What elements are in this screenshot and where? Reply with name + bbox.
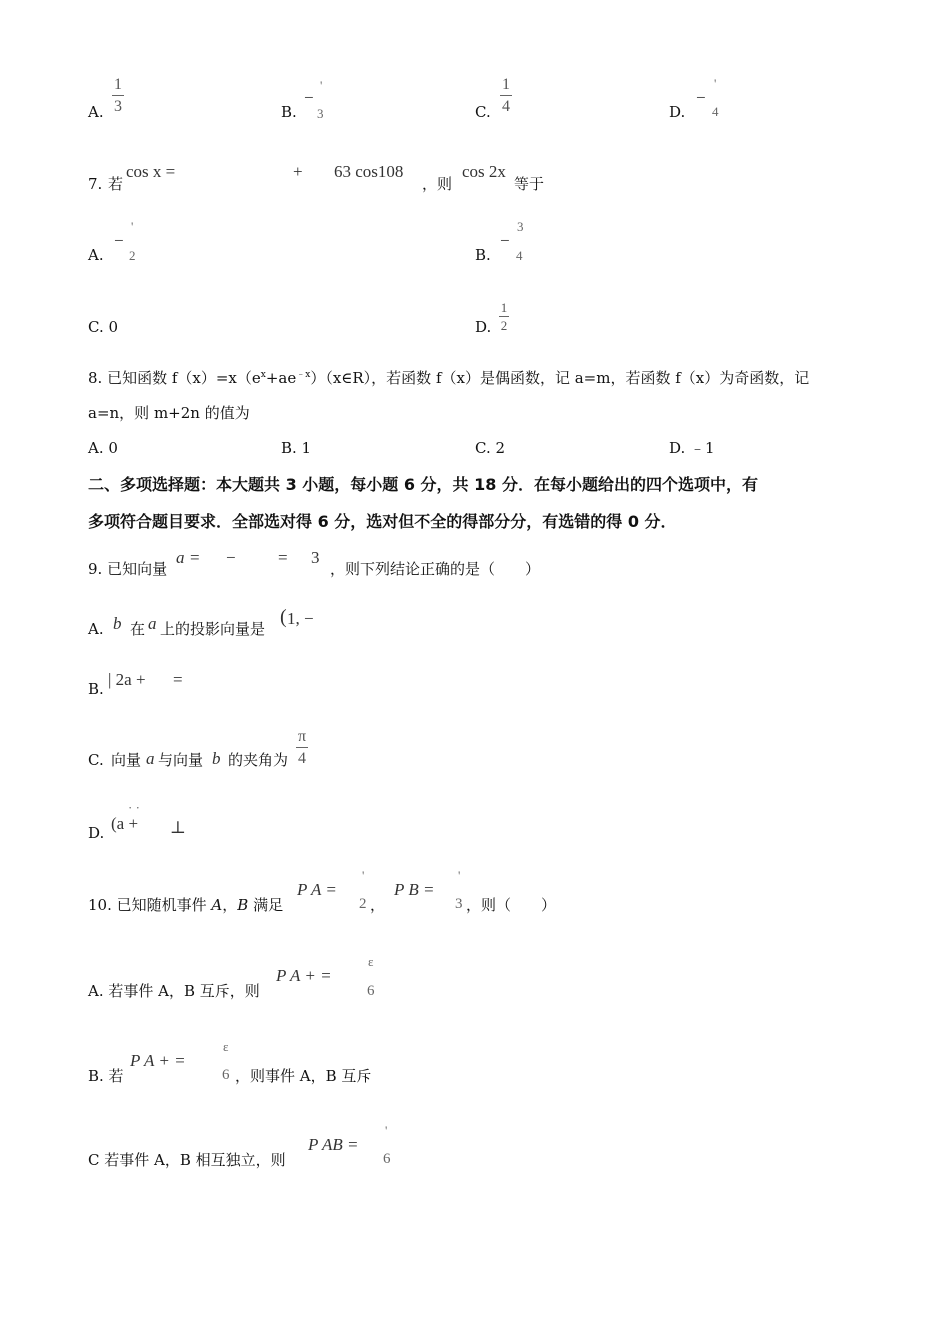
q9-option-d-dots: · · <box>128 800 140 815</box>
q7-option-a-den: 2 <box>129 248 136 263</box>
q7-option-b-sign: − <box>500 231 510 250</box>
q9-option-a-b: b <box>113 614 122 633</box>
q9-option-a-expr: 1, − <box>287 609 314 628</box>
q10-pa-den: 2 <box>359 896 367 912</box>
q7-comma-ze: ，则 <box>422 175 453 193</box>
q9-option-c-text-1: 向量 <box>111 751 142 769</box>
q9-vec-a: a <box>176 548 185 567</box>
q8-option-a: A. 0 <box>88 439 118 457</box>
q6-option-b-sign: − <box>304 88 314 107</box>
q9-option-d-label: D. <box>88 824 105 842</box>
q8-option-c: C. 2 <box>475 439 506 457</box>
q10-pa-num: ' <box>362 868 365 883</box>
q6-option-d-den: 4 <box>712 104 719 119</box>
q9-option-a-paren: ( <box>280 606 287 628</box>
q10-option-c-num: ' <box>385 1123 388 1138</box>
q8-sup-x: x <box>260 370 266 380</box>
q8-sup-negx: ﹣x <box>296 370 311 380</box>
q7-expr-plus: + <box>293 162 303 181</box>
q6-option-d-label: D. <box>669 103 686 121</box>
q7-option-d-label: D. <box>475 318 492 336</box>
q9-option-c-label: C. <box>88 751 104 769</box>
q10-option-b-num: ε <box>223 1039 229 1054</box>
q10-prefix <box>88 896 283 914</box>
q10-man: 满足 <box>248 896 284 914</box>
q9-three: 3 <box>311 548 320 567</box>
q7-end: 等于 <box>514 175 545 193</box>
q10-option-a-expr: P A + = <box>276 966 332 985</box>
q10-prefix-text: 10. 已知随机事件 <box>88 896 212 914</box>
q7-option-a-num: ' <box>131 219 134 234</box>
q7-expr-mid: 63 cos108 <box>334 162 404 181</box>
q9-option-b-eq: = <box>173 670 183 689</box>
q6-option-c-label: C. <box>475 103 491 121</box>
q9-option-c-b: b <box>212 749 221 768</box>
q10-pb-expr: P B = <box>394 880 435 899</box>
q7-expr-left: cos x = <box>126 162 176 181</box>
q6-option-a-label: A. <box>88 103 104 121</box>
q10-option-b-text-1: B. 若 <box>88 1067 124 1085</box>
q9-option-a-text: 上的投影向量是 <box>160 620 266 638</box>
q7-option-a-sign: − <box>114 231 124 250</box>
q9-eq-2: = <box>278 548 288 567</box>
q10-option-c-expr: P AB = <box>308 1135 359 1154</box>
q9-option-d-expr: (a + <box>111 814 139 833</box>
section-2-line-1: 二、多项选择题：本大题共 3 小题，每小题 6 分，共 18 分．在每小题给出的四个选项中，有 <box>88 475 758 494</box>
q6-option-c-fraction: 1 4 <box>502 76 510 115</box>
q6-option-b-label: B. <box>281 103 297 121</box>
q8-line-1-mid: +ae <box>265 369 297 387</box>
q9-option-a-a: a <box>148 614 157 633</box>
q7-number: 7. <box>88 175 103 193</box>
q8-line-2: a=n，则 m+2n 的值为 <box>88 404 250 422</box>
q7-ruo: 若 <box>108 175 124 193</box>
q9-option-c-a: a <box>146 749 155 768</box>
q10-pb-num: ' <box>458 868 461 883</box>
q10-option-b-den: 6 <box>222 1067 230 1083</box>
q9-option-c-fraction: π 4 <box>297 728 307 767</box>
q6-option-a-fraction: 1 3 <box>114 76 122 115</box>
section-2-line-2: 多项符合题目要求．全部选对得 6 分，选对但不全的得部分分，有选错的得 0 分． <box>88 512 677 531</box>
q6-option-b-num: ' <box>320 78 323 93</box>
q9-option-c-text-3: 的夹角为 <box>228 751 289 769</box>
q10-event-b: B <box>237 896 249 914</box>
q10-option-a-num: ε <box>368 954 374 969</box>
q10-option-a-den: 6 <box>367 983 375 999</box>
q6-option-d-sign: − <box>696 88 706 107</box>
q9-option-b-label: B. <box>88 680 104 698</box>
q7-option-b-den: 4 <box>516 248 523 263</box>
q10-option-a-text: A. 若事件 A，B 互斥，则 <box>88 982 260 1000</box>
q9-dash: − <box>226 548 236 567</box>
q10-pa-expr: P A = <box>297 880 337 899</box>
q7-option-b-num: 3 <box>517 219 524 234</box>
q10-option-b-text-2: ，则事件 A，B 互斥 <box>235 1067 372 1085</box>
q9-option-a-label: A. <box>88 620 104 638</box>
q7-option-d-fraction: 1 2 <box>500 300 508 333</box>
q10-sep: ， <box>222 896 238 914</box>
q8-option-d: D. ﹣1 <box>669 439 715 457</box>
q10-comma: ， <box>370 896 386 914</box>
q7-option-a-label: A. <box>88 246 104 264</box>
q9-option-b-expr: | 2a + <box>108 670 146 689</box>
q6-option-d-num: ' <box>714 76 717 91</box>
q10-event-a: A <box>211 896 223 914</box>
q9-suffix: ，则下列结论正确的是（ ） <box>330 560 541 578</box>
q10-pb-den: 3 <box>455 896 463 912</box>
q10-option-c-den: 6 <box>383 1151 391 1167</box>
q10-option-b-expr: P A + = <box>130 1051 186 1070</box>
q9-prefix: 9. 已知向量 <box>88 560 168 578</box>
q7-option-c: C. 0 <box>88 318 119 336</box>
q7-expr-right: cos 2x <box>462 162 506 181</box>
q8-line-1-rest: ）（x∈R），若函数 f（x）是偶函数，记 a=m，若函数 f（x）为奇函数，记 <box>310 369 810 387</box>
q8-option-b: B. 1 <box>281 439 312 457</box>
q9-eq-1: = <box>190 548 200 567</box>
q9-option-a-zai: 在 <box>130 620 146 638</box>
q8-line-1 <box>88 366 809 387</box>
q10-option-c-text: C 若事件 A，B 相互独立，则 <box>88 1151 286 1169</box>
q9-option-d-perp: ⊥ <box>170 818 186 837</box>
q9-option-c-text-2: 与向量 <box>158 751 204 769</box>
q6-option-b-den: 3 <box>317 106 324 121</box>
q8-line-1-start: 8. 已知函数 f（x）=x（e <box>88 369 261 387</box>
q7-option-b-label: B. <box>475 246 491 264</box>
q10-suffix: ，则（ ） <box>466 896 557 914</box>
